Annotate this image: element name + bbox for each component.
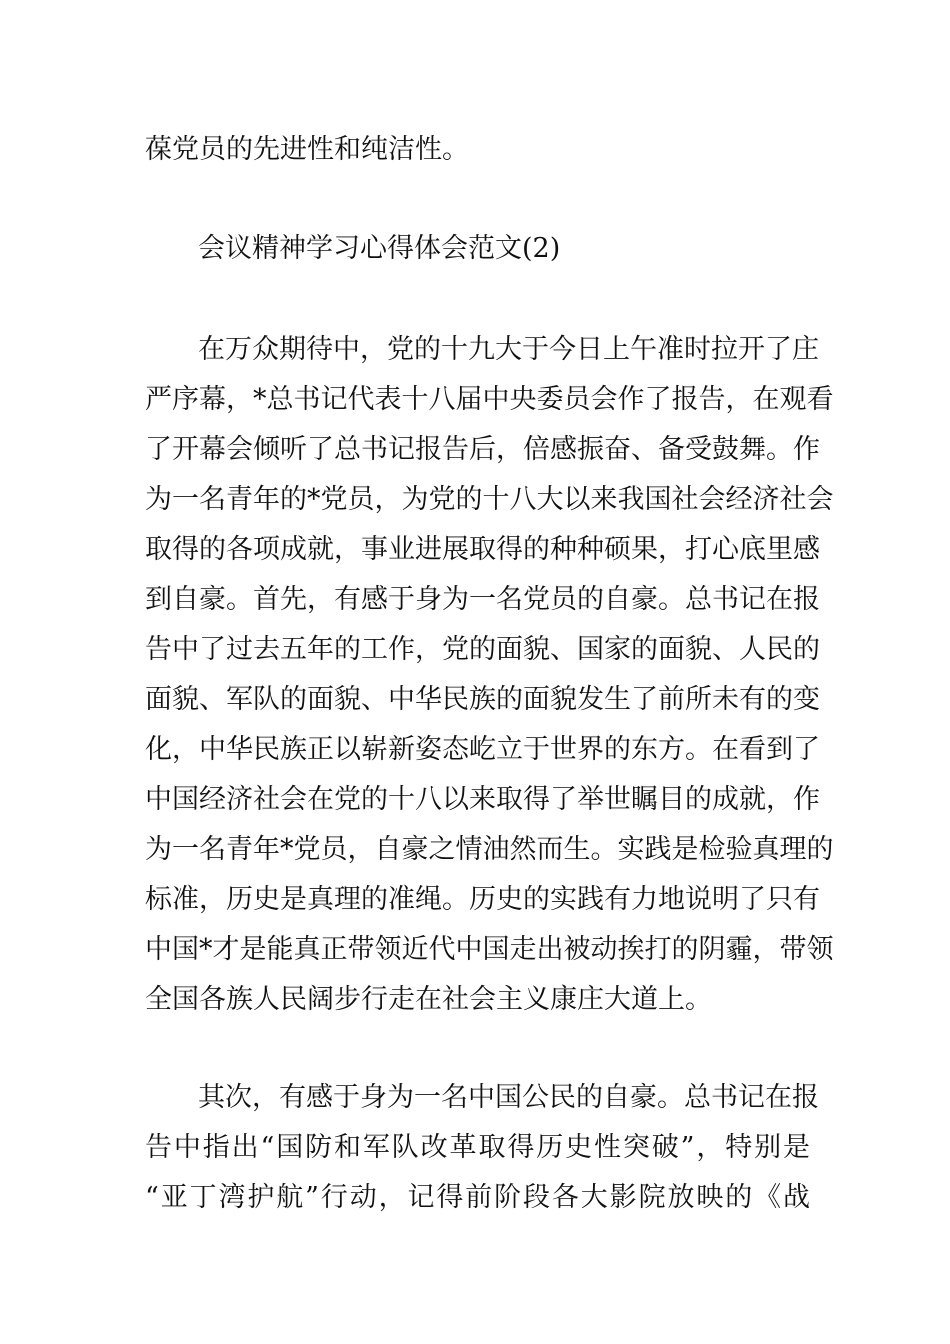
paragraph-line: 为一名青年*党员，自豪之情油然而生。实践是检验真理的 [145, 834, 834, 865]
paragraph-line: 到自豪。首先，有感于身为一名党员的自豪。总书记在报 [145, 584, 820, 615]
paragraph-line: 面貌、军队的面貌、中华民族的面貌发生了前所未有的变 [145, 684, 820, 715]
paragraph-line: 标准，历史是真理的准绳。历史的实践有力地说明了只有 [145, 884, 820, 915]
paragraph-line: 化，中华民族正以崭新姿态屹立于世界的东方。在看到了 [145, 734, 820, 765]
paragraph-line: 全国各族人民阔步行走在社会主义康庄大道上。 [145, 984, 712, 1015]
paragraph-line: 中国*才是能真正带领近代中国走出被动挨打的阴霾，带领 [145, 934, 834, 965]
paragraph-line: 告中了过去五年的工作，党的面貌、国家的面貌、人民的 [145, 634, 820, 665]
paragraph-line: 了开幕会倾听了总书记报告后，倍感振奋、备受鼓舞。作 [145, 434, 820, 465]
carryover-line: 葆党员的先进性和纯洁性。 [145, 134, 469, 165]
paragraph-line: 其次，有感于身为一名中国公民的自豪。总书记在报 [198, 1082, 819, 1113]
paragraph-line: 取得的各项成就，事业进展取得的种种硕果，打心底里感 [145, 534, 820, 565]
section-title: 会议精神学习心得体会范文(2) [198, 233, 561, 264]
paragraph-line: 在万众期待中，党的十九大于今日上午准时拉开了庄 [198, 334, 819, 365]
paragraph-line: 告中指出“国防和军队改革取得历史性突破”，特别是 [145, 1132, 810, 1163]
paragraph-line: “亚丁湾护航”行动，记得前阶段各大影院放映的《战 [145, 1182, 810, 1213]
paragraph-line: 中国经济社会在党的十八以来取得了举世瞩目的成就，作 [145, 784, 820, 815]
paragraph-line: 为一名青年的*党员，为党的十八大以来我国社会经济社会 [145, 484, 834, 515]
paragraph-line: 严序幕，*总书记代表十八届中央委员会作了报告，在观看 [145, 384, 834, 415]
